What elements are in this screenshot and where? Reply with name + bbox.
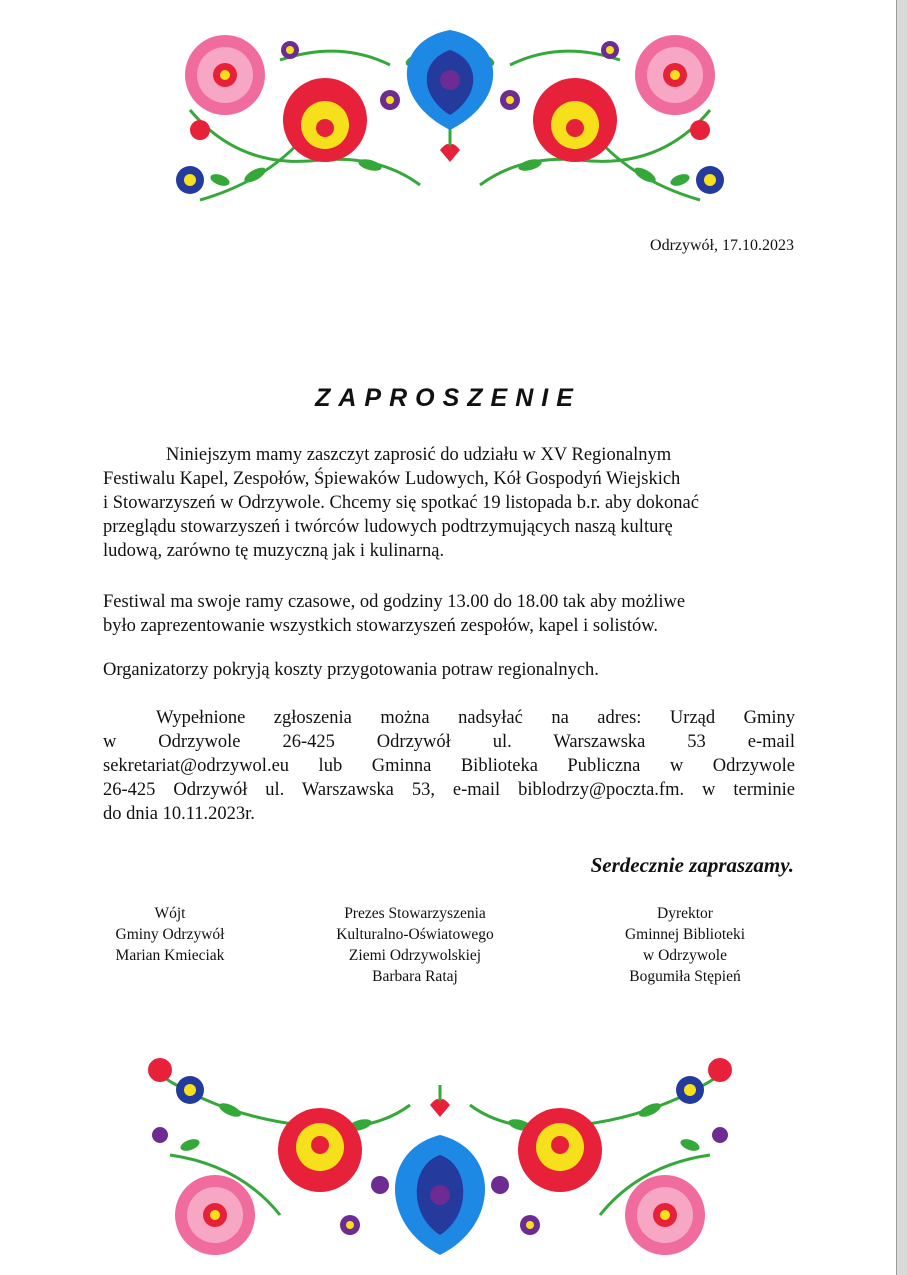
paragraph-1-line: przeglądu stowarzyszeń i twórców ludowych podtrzymujących naszą kulturę xyxy=(103,517,673,537)
closing-line: Serdecznie zapraszamy. xyxy=(590,853,794,877)
signature-line: Gminy Odrzywół xyxy=(115,926,225,943)
signature-line: Gminnej Biblioteki xyxy=(624,926,746,943)
paragraph-2-line: było zaprezentowanie wszystkich stowarzyszeń zespołów, kapel i solistów. xyxy=(103,616,659,636)
signature-line: Bogumiła Stępień xyxy=(629,968,741,985)
folk-ornament-bottom xyxy=(130,1055,750,1270)
signature-line: Barbara Rataj xyxy=(372,968,458,985)
paragraph-4-line: Wypełnione zgłoszenia można nadsyłać na adres: Urząd Gminy xyxy=(156,708,795,728)
paragraph-4 xyxy=(103,706,795,826)
signature-line: Prezes Stowarzyszenia xyxy=(344,905,486,922)
signature-library-director xyxy=(600,903,770,987)
paragraph-2 xyxy=(103,590,795,638)
signature-association-president xyxy=(300,903,530,987)
paragraph-4-line: w Odrzywole 26-425 Odrzywół ul. Warszawska 53 e-mail xyxy=(103,732,795,752)
signature-line: Wójt xyxy=(154,905,186,922)
signature-line: Dyrektor xyxy=(657,905,713,922)
signature-line: Kulturalno-Oświatowego xyxy=(336,926,494,943)
paragraph-1-line: ludową, zarówno tę muzyczną jak i kulinarną. xyxy=(103,541,445,561)
signature-line: Marian Kmieciak xyxy=(115,947,225,964)
paragraph-4-line: do dnia 10.11.2023r. xyxy=(103,804,255,824)
page-edge xyxy=(896,0,907,1275)
paragraph-2-line: Festiwal ma swoje ramy czasowe, od godziny 13.00 do 18.00 tak aby możliwe xyxy=(103,592,686,612)
paragraph-3: Organizatorzy pokryją koszty przygotowania potraw regionalnych. xyxy=(103,660,599,680)
page-title: ZAPROSZENIE xyxy=(315,384,581,412)
paragraph-1 xyxy=(103,443,795,563)
paragraph-4-line: 26-425 Odrzywół ul. Warszawska 53, e-mail biblodrzy@poczta.fm. w terminie xyxy=(103,780,795,800)
paragraph-1-line: Niniejszym mamy zaszczyt zaprosić do udziału w XV Regionalnym xyxy=(166,445,672,465)
signature-line: w Odrzywole xyxy=(643,947,727,964)
paragraph-1-line: Festiwalu Kapel, Zespołów, Śpiewaków Ludowych, Kół Gospodyń Wiejskich xyxy=(103,469,681,489)
signature-mayor xyxy=(100,903,240,966)
folk-ornament-top xyxy=(160,20,740,220)
paragraph-1-line: i Stowarzyszeń w Odrzywole. Chcemy się spotkać 19 listopada b.r. aby dokonać xyxy=(103,493,699,513)
date-line: Odrzywół, 17.10.2023 xyxy=(650,237,794,254)
paragraph-4-line: sekretariat@odrzywol.eu lub Gminna Biblioteka Publiczna w Odrzywole xyxy=(103,756,795,776)
signature-line: Ziemi Odrzywolskiej xyxy=(348,947,482,964)
